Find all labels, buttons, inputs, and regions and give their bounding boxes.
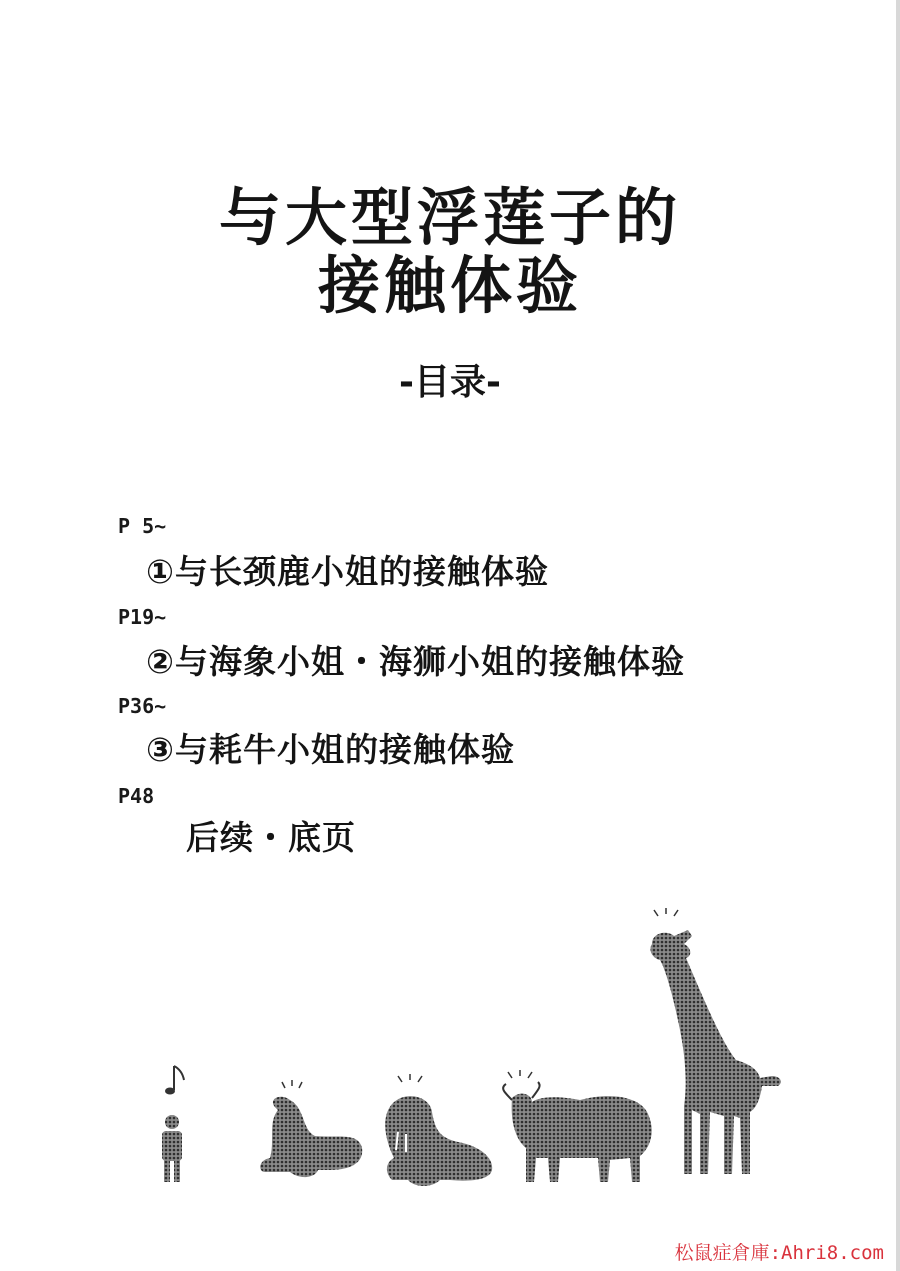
giraffe-silhouette	[650, 908, 780, 1174]
animal-lineup-illustration	[140, 900, 820, 1200]
toc-entry: ②与海象小姐・海狮小姐的接触体验	[146, 642, 685, 681]
toc-entry: ③与耗牛小姐的接触体验	[146, 730, 515, 769]
toc-page-ref: P48	[118, 784, 155, 808]
music-note-icon	[165, 1066, 184, 1095]
toc-page-ref: P36~	[118, 694, 167, 718]
walrus-silhouette	[385, 1074, 492, 1186]
title-line-2: 接触体验	[317, 249, 582, 322]
toc-heading: -目录-	[399, 362, 501, 403]
sea-lion-silhouette	[260, 1080, 362, 1177]
toc-page-ref: P 5~	[118, 514, 167, 538]
toc-page-ref: P19~	[118, 605, 167, 629]
title-line-1: 与大型浮莲子的	[218, 181, 681, 254]
yak-silhouette	[503, 1070, 652, 1182]
watermark: 松鼠症倉庫:Ahri8.com	[674, 1242, 884, 1264]
toc-entry: 后续・底页	[186, 818, 356, 857]
toc-entry: ①与长颈鹿小姐的接触体验	[146, 552, 549, 591]
person-silhouette	[162, 1115, 182, 1182]
